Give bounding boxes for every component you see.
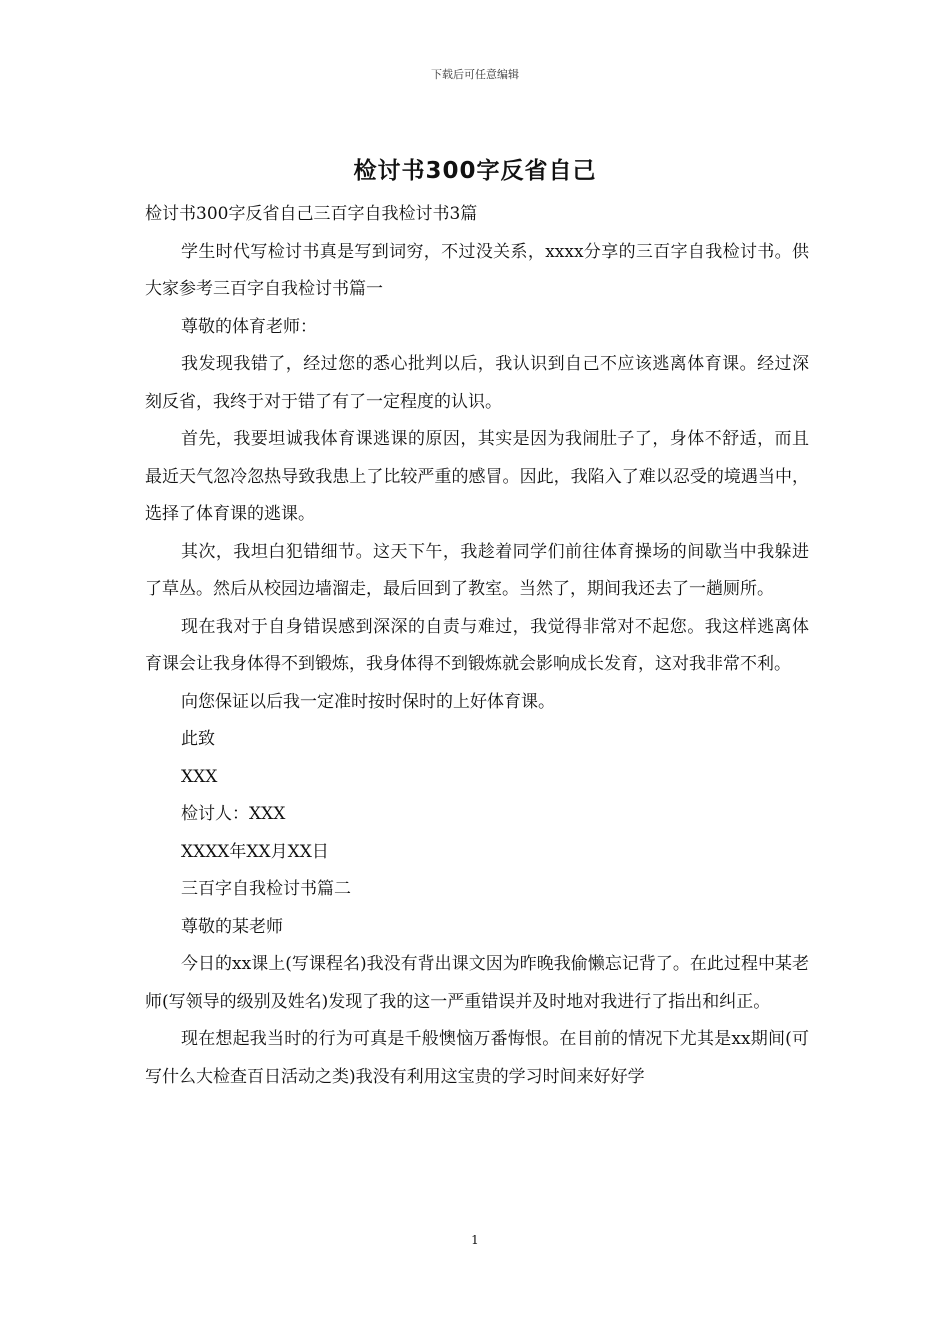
page-number: 1 xyxy=(471,1233,479,1247)
paragraph: XXXX年XX月XX日 xyxy=(181,841,329,862)
paragraph: XXX xyxy=(181,766,218,787)
paragraph: 三百字自我检讨书篇二 xyxy=(181,879,351,899)
paragraph: 现在想起我当时的行为可真是千般懊恼万番悔恨。在目前的情况下尤其是xx期间(可写什么大检查百日活动之类)我没有利用这宝贵的学习时间来好好学 xyxy=(145,1029,809,1087)
document-title: 检讨书300字反省自己 xyxy=(353,158,597,184)
paragraph: 尊敬的体育老师： xyxy=(181,316,317,337)
paragraph: 首先，我要坦诚我体育课逃课的原因，其实是因为我闹肚子了，身体不舒适，而且最近天气忽冷忽热导致我患上了比较严重的感冒。因此，我陷入了难以忍受的境遇当中，选择了体育课的逃课。 xyxy=(145,429,809,524)
document-body xyxy=(145,196,809,1096)
paragraph: 学生时代写检讨书真是写到词穷，不过没关系，xxxx分享的三百字自我检讨书。供大家参考三百字自我检讨书篇一 xyxy=(145,241,809,299)
paragraph: 此致 xyxy=(181,729,215,749)
paragraph: 现在我对于自身错误感到深深的自责与难过，我觉得非常对不起您。我这样逃离体育课会让我身体得不到锻炼，我身体得不到锻炼就会影响成长发育，这对我非常不利。 xyxy=(145,616,809,674)
paragraph: 尊敬的某老师 xyxy=(181,916,283,937)
paragraph: 检讨人：XXX xyxy=(181,804,286,824)
page-header: 下载后可任意编辑 xyxy=(431,68,519,81)
paragraph: 我发现我错了，经过您的悉心批判以后，我认识到自己不应该逃离体育课。经过深刻反省，我终于对于错了有了一定程度的认识。 xyxy=(145,354,809,412)
paragraph: 今日的xx课上(写课程名)我没有背出课文因为昨晚我偷懒忘记背了。在此过程中某老师(写领导的级别及姓名)发现了我的这一严重错误并及时地对我进行了指出和纠正。 xyxy=(145,954,809,1012)
paragraph: 向您保证以后我一定准时按时保时的上好体育课。 xyxy=(181,691,555,712)
paragraph: 其次，我坦白犯错细节。这天下午，我趁着同学们前往体育操场的间歇当中我躲进了草丛。然后从校园边墙溜走，最后回到了教室。当然了，期间我还去了一趟厕所。 xyxy=(145,541,809,599)
paragraph: 检讨书300字反省自己三百字自我检讨书3篇 xyxy=(145,204,478,224)
